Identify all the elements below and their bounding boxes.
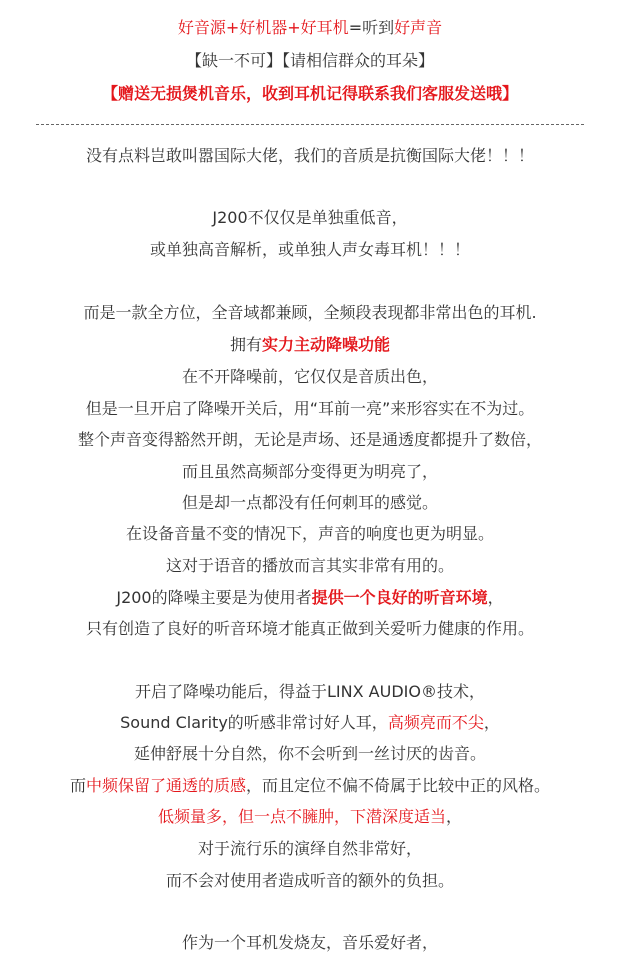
text-segment: 而	[69, 776, 86, 795]
body-line: 只有创造了良好的听音环境才能真正做到关爱听力健康的作用。	[85, 619, 534, 638]
body-line: J200不仅仅是单独重低音，	[212, 208, 408, 227]
highlight-text: 提供一个良好的听音环境	[311, 588, 488, 607]
text-segment: ，	[483, 713, 500, 732]
text-segment: Sound Clarity的听感非常讨好人耳，	[120, 713, 388, 732]
body-line: 但是却一点都没有任何刺耳的感觉。	[181, 493, 438, 512]
text-segment: 拥有	[229, 335, 262, 354]
dashed-divider	[36, 124, 584, 125]
highlight-text: 实力主动降噪功能	[262, 335, 391, 354]
body-line: 但是一旦开启了降噪开关后，用“耳前一亮”来形容实在不为过。	[85, 399, 535, 418]
body-line: 而是一款全方位，全音域都兼顾，全频段表现都非常出色的耳机.	[83, 303, 537, 322]
body-line: 延伸舒展十分自然，你不会听到一丝讨厌的齿音。	[133, 744, 486, 763]
body-line: 而且虽然高频部分变得更为明亮了，	[181, 462, 438, 481]
highlight-text: 高频亮而不尖	[387, 713, 484, 732]
body-line: 作为一个耳机发烧友，音乐爱好者，	[181, 933, 438, 952]
text-segment: ，	[487, 588, 504, 607]
body-line-highlight	[0, 711, 620, 735]
body-line: 这对于语音的播放而言其实非常有用的。	[165, 556, 454, 575]
body-line: 开启了降噪功能后，得益于LINX AUDIO®技术，	[135, 682, 485, 701]
slogan-part-1: 好音源+好机器+好耳机	[177, 18, 349, 37]
header-subtitle: 【缺一不可】【请相信群众的耳朵】	[185, 51, 434, 70]
body-line: 而不会对使用者造成听音的额外的负担。	[165, 871, 454, 890]
header-slogan	[0, 16, 620, 40]
gift-notice: 【赠送无损煲机音乐，收到耳机记得联系我们客服发送哦】	[101, 84, 518, 103]
text-segment: ，而且定位不偏不倚属于比较中正的风格。	[246, 776, 551, 795]
slogan-part-3: 好声音	[394, 18, 443, 37]
slogan-part-2: =听到	[348, 18, 395, 37]
highlight-text: 低频量多，但一点不臃肿，下潜深度适当	[157, 807, 446, 826]
text-segment: J200的降噪主要是为使用者	[116, 588, 312, 607]
body-line-highlight	[0, 805, 620, 829]
highlight-text: 中频保留了通透的质感	[85, 776, 246, 795]
text-segment: ，	[446, 807, 463, 826]
body-line: 在设备音量不变的情况下，声音的响度也更为明显。	[125, 524, 494, 543]
body-line-highlight	[0, 774, 620, 798]
body-line: 或单独高音解析，或单独人声女毒耳机！！！	[149, 240, 470, 259]
body-line: 整个声音变得豁然开朗，无论是声场、还是通透度都提升了数倍，	[77, 430, 542, 449]
body-line: 没有点料岂敢叫嚣国际大佬，我们的音质是抗衡国际大佬！！！	[85, 146, 534, 165]
body-line-highlight	[0, 586, 620, 610]
body-line: 对于流行乐的演绎自然非常好，	[197, 839, 422, 858]
body-line-feature	[0, 333, 620, 357]
body-line: 在不开降噪前，它仅仅是音质出色，	[181, 367, 438, 386]
